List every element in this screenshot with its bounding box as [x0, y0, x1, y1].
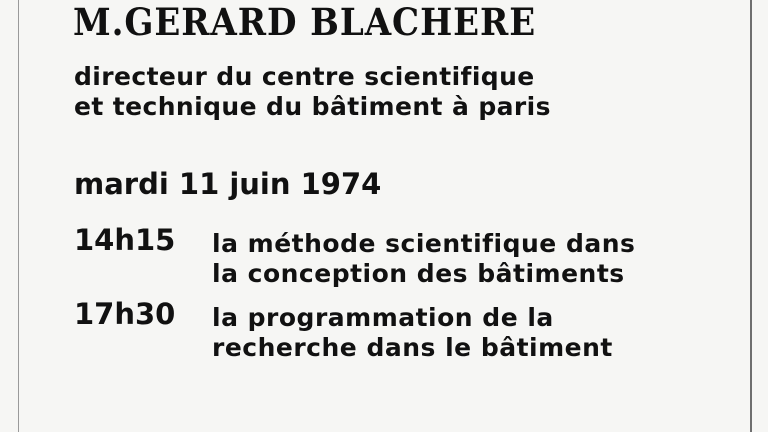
speaker-name: M.GERARD BLACHERE	[73, 0, 537, 44]
right-margin-line	[750, 0, 752, 432]
session-1-topic-line-2: la conception des bâtiments	[212, 259, 625, 288]
session-2-time: 17h30	[74, 297, 176, 331]
speaker-title-line-1: directeur du centre scientifique	[74, 62, 535, 91]
left-margin-line	[18, 0, 19, 432]
session-1-topic	[212, 229, 635, 289]
session-1-topic-line-1: la méthode scientifique dans	[212, 229, 636, 258]
speaker-title	[74, 62, 551, 122]
event-date: mardi 11 juin 1974	[74, 167, 382, 201]
speaker-title-line-2: et technique du bâtiment à paris	[74, 92, 551, 121]
session-2-topic-line-2: recherche dans le bâtiment	[212, 333, 613, 362]
session-2-topic	[212, 303, 613, 363]
session-2-topic-line-1: la programmation de la	[212, 303, 554, 332]
session-1-time: 14h15	[74, 223, 176, 257]
